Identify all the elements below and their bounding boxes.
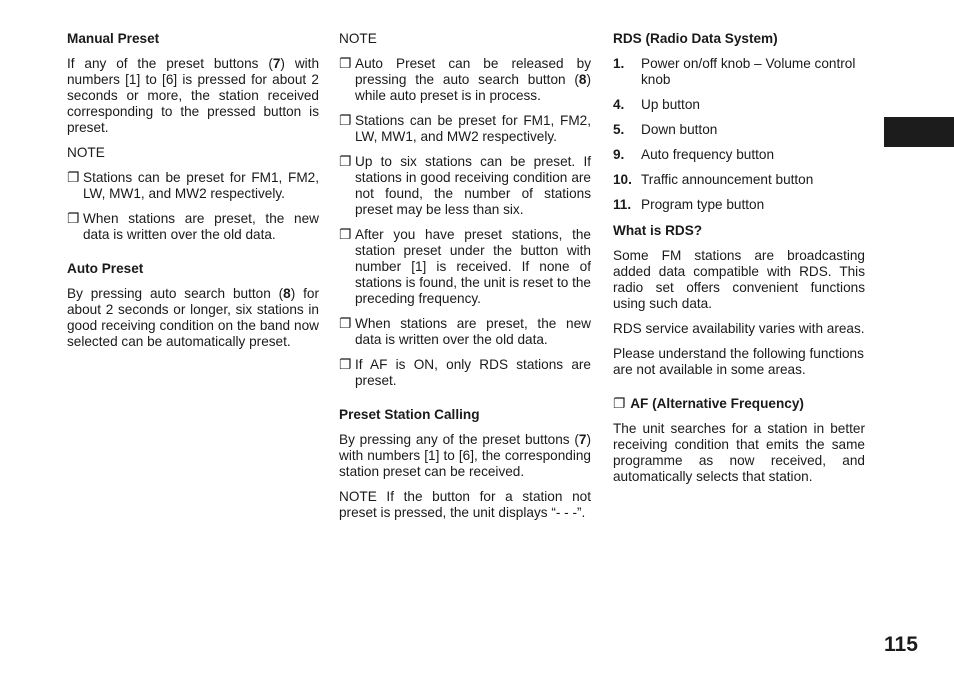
note-item: ❐ Stations can be preset for FM1, FM2, LW, MW1, and MW2 respectively. xyxy=(339,113,591,144)
column-2 xyxy=(339,31,591,530)
section-tab-marker xyxy=(884,117,954,147)
column-1 xyxy=(67,31,319,359)
list-item: 1. Power on/off knob – Volume control knob xyxy=(613,56,856,87)
list-item: 5. Down button xyxy=(613,122,718,137)
checkbox-bullet-icon: ❐ xyxy=(339,227,352,242)
manual-preset-heading: Manual Preset xyxy=(67,31,160,46)
rds-controls-list xyxy=(613,56,865,213)
note-list xyxy=(67,170,319,243)
preset-station-calling-text: By pressing any of the preset buttons (7) with numbers [1] to [6], the corresponding station preset can be received. xyxy=(339,432,591,479)
note-label: NOTE xyxy=(339,31,377,46)
checkbox-bullet-icon: ❐ xyxy=(339,357,352,372)
what-is-rds-text: Some FM stations are broadcasting added data compatible with RDS. This radio set offers convenient functions using such data. xyxy=(613,248,865,311)
note-item: ❐ Stations can be preset for FM1, FM2, LW, MW1, and MW2 respectively. xyxy=(67,170,319,201)
what-is-rds-heading: What is RDS? xyxy=(613,223,703,238)
note-label: NOTE xyxy=(67,145,105,160)
rds-availability-text: RDS service availability varies with areas. xyxy=(613,321,865,336)
preset-station-calling-heading: Preset Station Calling xyxy=(339,407,480,422)
checkbox-bullet-icon: ❐ xyxy=(339,316,352,331)
checkbox-bullet-icon: ❐ xyxy=(613,396,626,411)
preset-calling-note: NOTE If the button for a station not preset is pressed, the unit displays “- - -”. xyxy=(339,489,591,520)
page-number: 115 xyxy=(884,633,918,656)
column-3 xyxy=(613,31,865,494)
list-item: 9. Auto frequency button xyxy=(613,147,775,162)
note-item: ❐ Up to six stations can be preset. If stations in good receiving condition are not found, the number of stations preset may be less than six. xyxy=(339,154,591,217)
rds-heading: RDS (Radio Data System) xyxy=(613,31,778,46)
rds-functions-text: Please understand the following functions are not available in some areas. xyxy=(613,346,864,377)
note-item: ❐ If AF is ON, only RDS stations are preset. xyxy=(339,357,591,388)
note-item: ❐ When stations are preset, the new data is written over the old data. xyxy=(67,211,319,242)
checkbox-bullet-icon: ❐ xyxy=(339,56,352,71)
checkbox-bullet-icon: ❐ xyxy=(67,170,80,185)
checkbox-bullet-icon: ❐ xyxy=(67,211,80,226)
note-item: ❐ Auto Preset can be released by pressing the auto search button (8) while auto preset is in process. xyxy=(339,56,591,103)
list-item: 10. Traffic announcement button xyxy=(613,172,814,187)
af-heading: ❐ AF (Alternative Frequency) xyxy=(613,396,804,411)
checkbox-bullet-icon: ❐ xyxy=(339,154,352,169)
note-list xyxy=(339,56,591,389)
list-item: 11. Program type button xyxy=(613,197,765,212)
checkbox-bullet-icon: ❐ xyxy=(339,113,352,128)
manual-preset-text: If any of the preset buttons (7) with numbers [1] to [6] is pressed for about 2 seconds or more, the station received corresponding to the pressed button is preset. xyxy=(67,56,319,135)
auto-preset-heading: Auto Preset xyxy=(67,261,144,276)
af-text: The unit searches for a station in better receiving condition that emits the same programme as now received, and automatically selects that station. xyxy=(613,421,865,484)
list-item: 4. Up button xyxy=(613,97,700,112)
auto-preset-text: By pressing auto search button (8) for about 2 seconds or longer, six stations in good receiving condition on the band now selected can be automatically preset. xyxy=(67,286,319,349)
note-item: ❐ After you have preset stations, the station preset under the button with number [1] is received. If none of stations is found, the unit is reset to the preceding frequency. xyxy=(339,227,591,306)
note-item: ❐ When stations are preset, the new data is written over the old data. xyxy=(339,316,591,347)
